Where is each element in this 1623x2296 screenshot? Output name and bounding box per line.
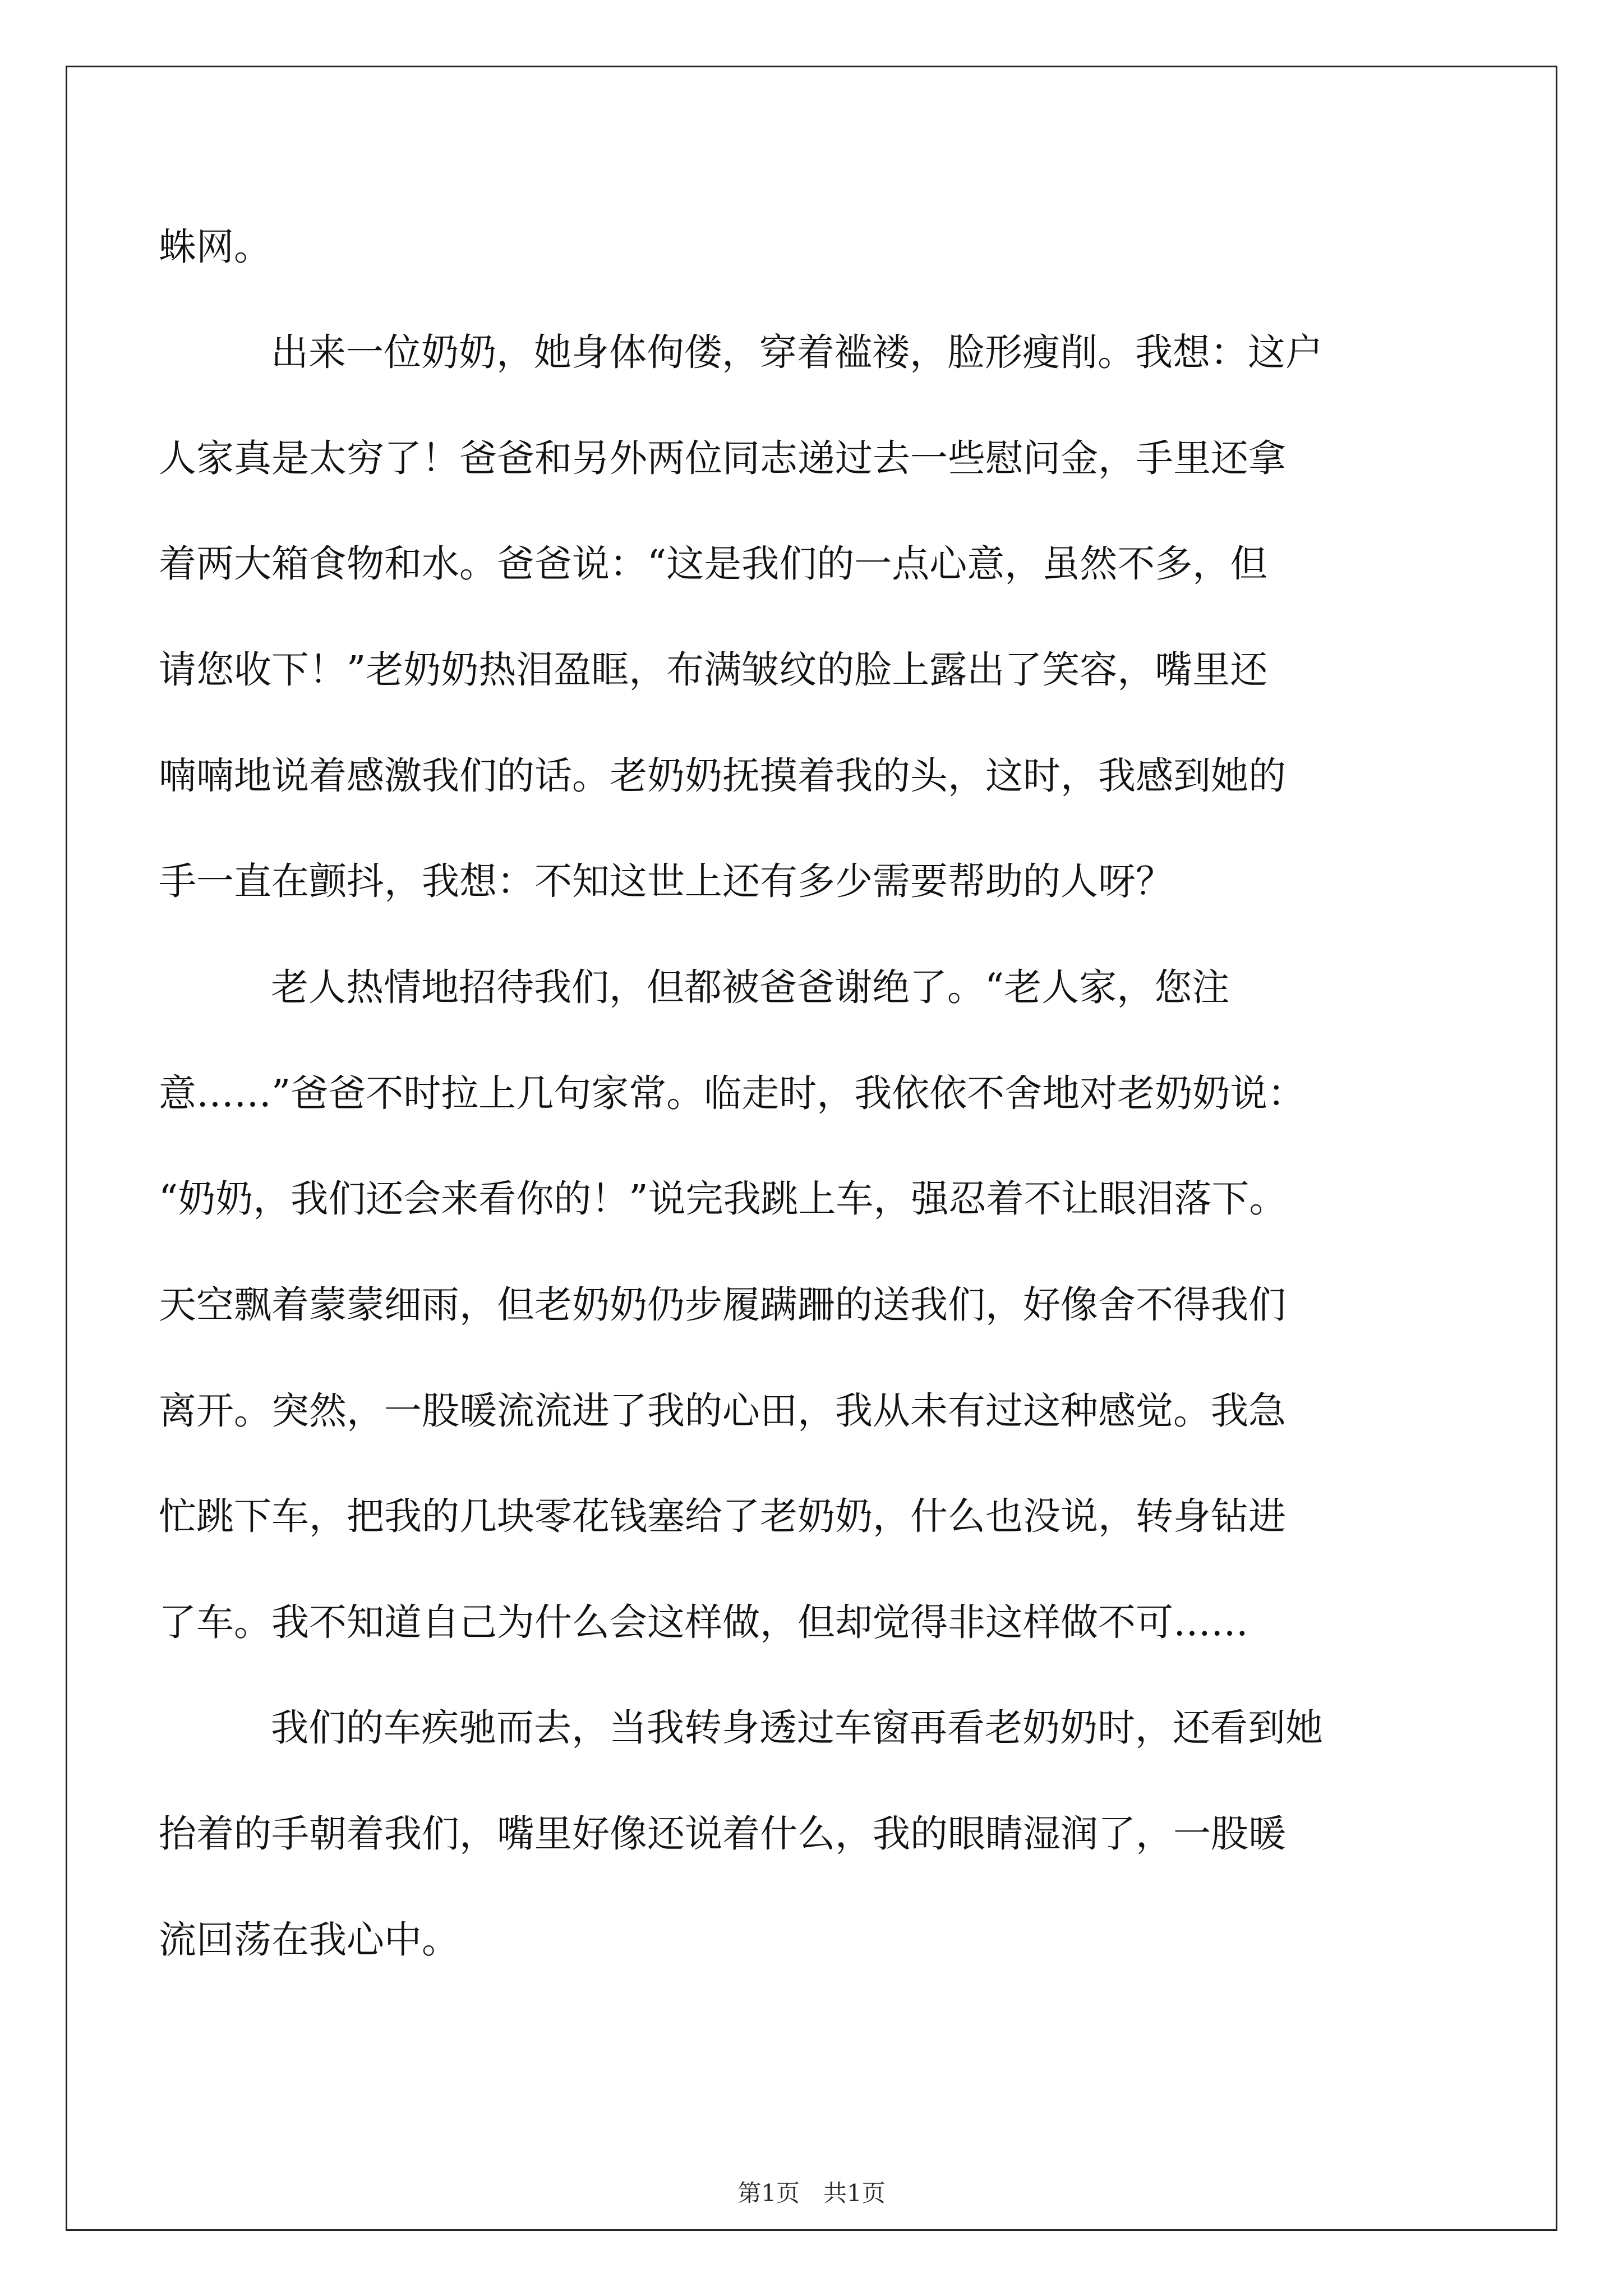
page-border [66, 66, 1557, 2231]
text-line: 了车。我不知道自己为什么会这样做，但却觉得非这样做不可…… [159, 1600, 1248, 1644]
text-line: 流回荡在我心中。 [159, 1918, 459, 1962]
page-number: 第1页 共1页 [737, 2179, 886, 2207]
text-line: 蛛网。 [159, 225, 271, 269]
text-line: “奶奶，我们还会来看你的！”说完我跳上车，强忍着不让眼泪落下。 [159, 1177, 1287, 1221]
paragraph-first-line: 老人热情地招待我们，但都被爸爸谢绝了。“老人家，您注 [271, 965, 1230, 1009]
text-line: 忙跳下车，把我的几块零花钱塞给了老奶奶，什么也没说，转身钻进 [159, 1494, 1286, 1538]
paragraph-first-line: 我们的车疾驰而去，当我转身透过车窗再看老奶奶时，还看到她 [271, 1706, 1323, 1750]
text-line: 手一直在颤抖，我想：不知这世上还有多少需要帮助的人呀？ [159, 859, 1173, 903]
text-line: 喃喃地说着感激我们的话。老奶奶抚摸着我的头，这时，我感到她的 [159, 754, 1286, 798]
paragraph-first-line: 出来一位奶奶，她身体佝偻，穿着褴褛，脸形瘦削。我想：这户 [271, 330, 1323, 374]
text-line: 天空飘着蒙蒙细雨，但老奶奶仍步履蹒跚的送我们，好像舍不得我们 [159, 1283, 1286, 1327]
text-line: 意……”爸爸不时拉上几句家常。临走时，我依依不舍地对老奶奶说： [159, 1071, 1306, 1115]
text-line: 请您收下！”老奶奶热泪盈眶，布满皱纹的脸上露出了笑容，嘴里还 [159, 648, 1268, 692]
text-line: 人家真是太穷了！爸爸和另外两位同志递过去一些慰问金，手里还拿 [159, 436, 1286, 480]
text-line: 着两大箱食物和水。爸爸说：“这是我们的一点心意，虽然不多，但 [159, 542, 1268, 586]
text-line: 抬着的手朝着我们，嘴里好像还说着什么，我的眼睛湿润了，一股暖 [159, 1812, 1286, 1856]
text-line: 离开。突然，一股暖流流进了我的心田，我从未有过这种感觉。我急 [159, 1389, 1286, 1433]
